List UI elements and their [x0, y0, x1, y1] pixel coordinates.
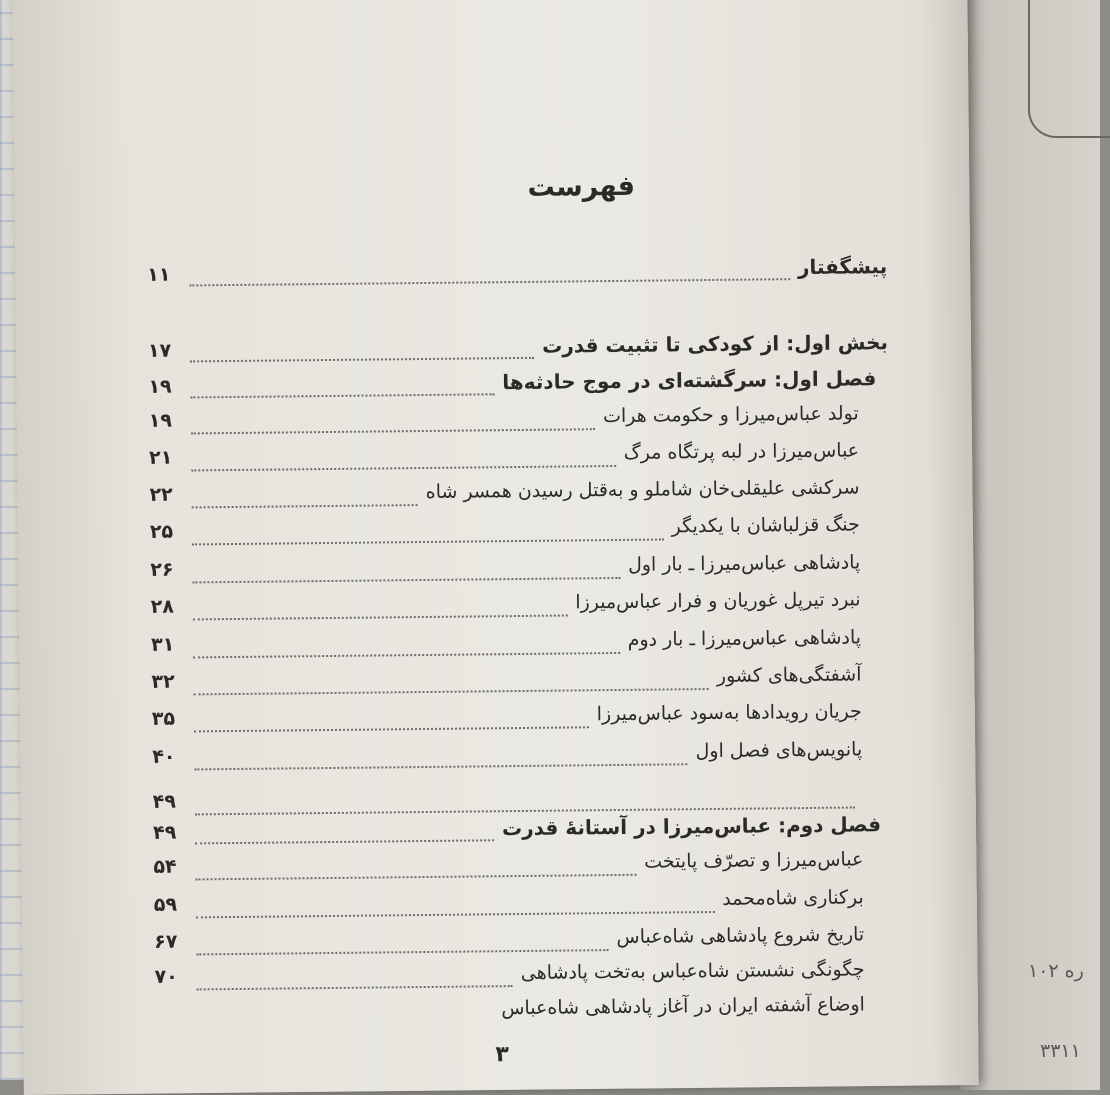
- toc-entry-title: پیشگفتار: [798, 254, 887, 279]
- toc-entry: [148, 366, 876, 408]
- toc-title: فهرست: [146, 168, 886, 207]
- dot-leader: [194, 762, 687, 770]
- dot-leader: [192, 503, 418, 508]
- toc-entry: [154, 886, 864, 927]
- dot-leader: [196, 872, 637, 880]
- dot-leader: [189, 277, 790, 286]
- toc-entry-title: آشفتگی‌های کشور: [717, 663, 862, 687]
- toc-entry: [147, 254, 887, 296]
- toc-entry-title: جنگ قزلباشان با یکدیگر: [672, 513, 860, 537]
- dot-leader: [196, 909, 715, 917]
- toc-entry-title: سرکشی علیقلی‌خان شاملو و به‌قتل رسیدن همسر شاه: [426, 476, 860, 503]
- dot-leader: [190, 392, 494, 398]
- toc-entry-title: جریان رویدادها به‌سود عباس‌میرزا: [597, 700, 862, 725]
- table-of-contents: [144, 0, 895, 1084]
- toc-entry-title: تاریخ شروع پادشاهی شاه‌عباس: [616, 923, 864, 948]
- toc-entry-title: پانویس‌های فصل اول: [695, 738, 862, 762]
- dot-leader: [191, 463, 616, 470]
- toc-entry-title: نبرد تیرپل غوریان و فرار عباس‌میرزا: [575, 588, 861, 613]
- toc-entry-page-number: ۲۱: [149, 447, 183, 469]
- adjacent-page-text-2: ۳۳۱۱: [1040, 1040, 1081, 1062]
- toc-entry-page-number: ۱۱: [147, 264, 181, 286]
- toc-entry: [150, 513, 860, 554]
- toc-entry: [149, 476, 859, 517]
- dot-leader: [191, 427, 595, 434]
- toc-entry-page-number: ۲۶: [150, 559, 184, 581]
- toc-entry-title: فصل دوم: عباس‌میرزا در آستانهٔ قدرت: [502, 812, 881, 840]
- dot-leader: [190, 355, 534, 362]
- toc-entry: [151, 588, 861, 629]
- toc-entry-page-number: ۵۴: [153, 856, 187, 878]
- toc-entry-page-number: ۴۹: [153, 791, 187, 813]
- toc-entry-page-number: ۱۹: [148, 376, 182, 398]
- toc-entry-title: عباس‌میرزا و تصرّف پایتخت: [644, 848, 863, 872]
- toc-entry: [152, 738, 862, 779]
- toc-entry-page-number: ۷۰: [154, 965, 188, 987]
- toc-entry-title: اوضاع آشفته ایران در آغاز پادشاهی شاه‌عباس: [501, 993, 865, 1019]
- adjacent-page-text-1: ره ۱۰۲: [1028, 960, 1084, 982]
- toc-entry: [151, 626, 861, 667]
- toc-entry: [153, 812, 881, 854]
- toc-entry-page-number: ۳۲: [151, 671, 185, 693]
- toc-entry-title: تولد عباس‌میرزا و حکومت هرات: [603, 402, 859, 427]
- toc-entry: [149, 402, 859, 443]
- adjacent-page-box-outline: [1028, 0, 1110, 138]
- dot-leader: [196, 948, 608, 955]
- toc-entry: [148, 330, 888, 372]
- toc-entry: [152, 700, 862, 741]
- toc-entry: [153, 848, 863, 889]
- toc-entry-title: چگونگی نشستن شاه‌عباس به‌تخت پادشاهی: [521, 958, 865, 984]
- toc-entry: [150, 551, 860, 592]
- toc-entry-page-number: ۱۷: [148, 340, 182, 362]
- toc-entry: [149, 439, 859, 480]
- toc-entry-page-number: ۳۱: [151, 634, 185, 656]
- toc-entry-page-number: ۲۲: [149, 484, 183, 506]
- dot-leader: [193, 650, 620, 657]
- dot-leader: [192, 575, 620, 582]
- dot-leader: [195, 838, 494, 844]
- toc-entry: [151, 663, 861, 704]
- toc-entry-page-number: ۶۷: [154, 930, 188, 952]
- toc-entry-page-number: ۲۵: [150, 521, 184, 543]
- toc-entry-title: بخش اول: از کودکی تا تثبیت قدرت: [542, 330, 888, 358]
- adjacent-page: [960, 0, 1100, 1090]
- toc-entry-title: پادشاهی عباس‌میرزا ـ بار اول: [628, 551, 860, 575]
- dot-leader: [194, 725, 589, 732]
- page-number: ۳: [495, 1042, 509, 1067]
- dot-leader: [193, 613, 568, 620]
- toc-entry-title: عباس‌میرزا در لبه پرتگاه مرگ: [624, 439, 860, 463]
- toc-entry-page-number: ۳۵: [152, 708, 186, 730]
- toc-entry-title: برکناری شاه‌محمد: [722, 886, 864, 909]
- dot-leader: [194, 687, 709, 695]
- toc-entry-page-number: ۴۰: [152, 746, 186, 768]
- toc-entry-page-number: ۴۹: [153, 822, 187, 844]
- toc-entry: [155, 993, 865, 1034]
- toc-entry-title: فصل اول: سرگشته‌ای در موج حادثه‌ها: [502, 366, 876, 394]
- toc-entry-title: پادشاهی عباس‌میرزا ـ بار دوم: [628, 626, 862, 650]
- toc-entry-page-number: ۱۹: [149, 410, 183, 432]
- toc-entry-page-number: ۲۸: [151, 596, 185, 618]
- toc-entry-page-number: ۵۹: [154, 893, 188, 915]
- dot-leader: [192, 537, 664, 545]
- dot-leader: [197, 984, 513, 990]
